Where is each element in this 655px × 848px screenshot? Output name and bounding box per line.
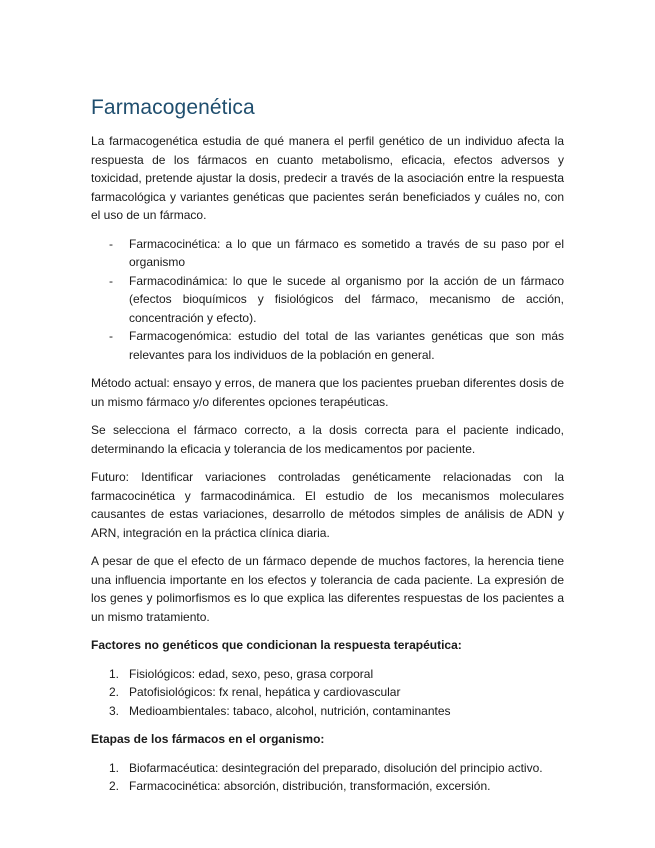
list-item-text: Farmacocinética: a lo que un fármaco es sometido a través de su paso por el organismo — [129, 236, 564, 269]
list-item — [91, 665, 564, 684]
intro-paragraph: La farmacogenética estudia de qué manera el perfil genético de un individuo afecta la respuesta de los fármacos en cuanto metabolismo, eficacia, efectos adversos y toxicidad, pretende ajustar la dosis, predecir a través de la asociación entre la respuesta farmacológica y variantes genéticas que pacientes serán beneficiados y cuáles no, con el uso de un fármaco. — [91, 134, 564, 222]
paragraph-heredity: A pesar de que el efecto de un fármaco depende de muchos factores, la herencia tiene una influencia importante en los efectos y tolerancia de cada paciente. La expresión de los genes y polimorfismos es lo que explica las diferentes respuestas de los pacientes a un mismo tratamiento. — [91, 554, 564, 624]
list-item — [91, 777, 564, 796]
list-item — [91, 702, 564, 721]
number-marker: 3. — [109, 703, 120, 718]
dash-marker: - — [109, 329, 113, 343]
list-item-text: Farmacocinética: absorción, distribución, transformación, excersión. — [129, 779, 491, 793]
list-item — [91, 235, 564, 272]
dash-marker: - — [109, 236, 113, 251]
section-heading-factors: Factores no genéticos que condicionan la respuesta terapéutica: — [91, 638, 462, 652]
number-marker: 1. — [109, 760, 120, 775]
list-item — [91, 272, 564, 328]
paragraph-future: Futuro: Identificar variaciones controladas genéticamente relacionadas con la farmacocinética y farmacodinámica. El estudio de los mecanismos moleculares causantes de estas variaciones, desarrollo de métodos simples de análisis de ADN y ARN, integración en la práctica clínica diaria. — [91, 470, 564, 540]
list-item-text: Farmacogenómica: estudio del total de las variantes genéticas que son más relevantes para los individuos de la población en general. — [129, 329, 564, 362]
page-title: Farmacogenética — [91, 96, 255, 119]
number-marker: 1. — [109, 666, 120, 681]
definitions-list — [91, 235, 564, 365]
number-marker: 2. — [109, 779, 120, 793]
list-item-text: Farmacodinámica: lo que le sucede al organismo por la acción de un fármaco (efectos bioquímicos y fisiológicos del fármaco, mecanismo de acción, concentración y efecto). — [129, 273, 564, 325]
factors-list — [91, 665, 564, 721]
section-heading-stages: Etapas de los fármacos en el organismo: — [91, 732, 325, 746]
list-item-text: Patofisiológicos: fx renal, hepática y cardiovascular — [129, 685, 401, 699]
stages-list — [91, 759, 564, 796]
number-marker: 2. — [109, 685, 120, 699]
list-item-text: Biofarmacéutica: desintegración del preparado, disolución del principio activo. — [129, 760, 543, 775]
list-item — [91, 759, 564, 778]
paragraph-current-method: Método actual: ensayo y erros, de manera que los pacientes prueban diferentes dosis de un mismo fármaco y/o diferentes opciones terapéuticas. — [91, 376, 564, 409]
dash-marker: - — [109, 273, 113, 288]
list-item — [91, 683, 564, 702]
paragraph-selection: Se selecciona el fármaco correcto, a la dosis correcta para el paciente indicado, determinando la eficacia y tolerancia de los medicamentos por paciente. — [91, 423, 564, 456]
list-item-text: Medioambientales: tabaco, alcohol, nutrición, contaminantes — [129, 703, 451, 718]
list-item — [91, 327, 564, 364]
list-item-text: Fisiológicos: edad, sexo, peso, grasa corporal — [129, 666, 374, 681]
